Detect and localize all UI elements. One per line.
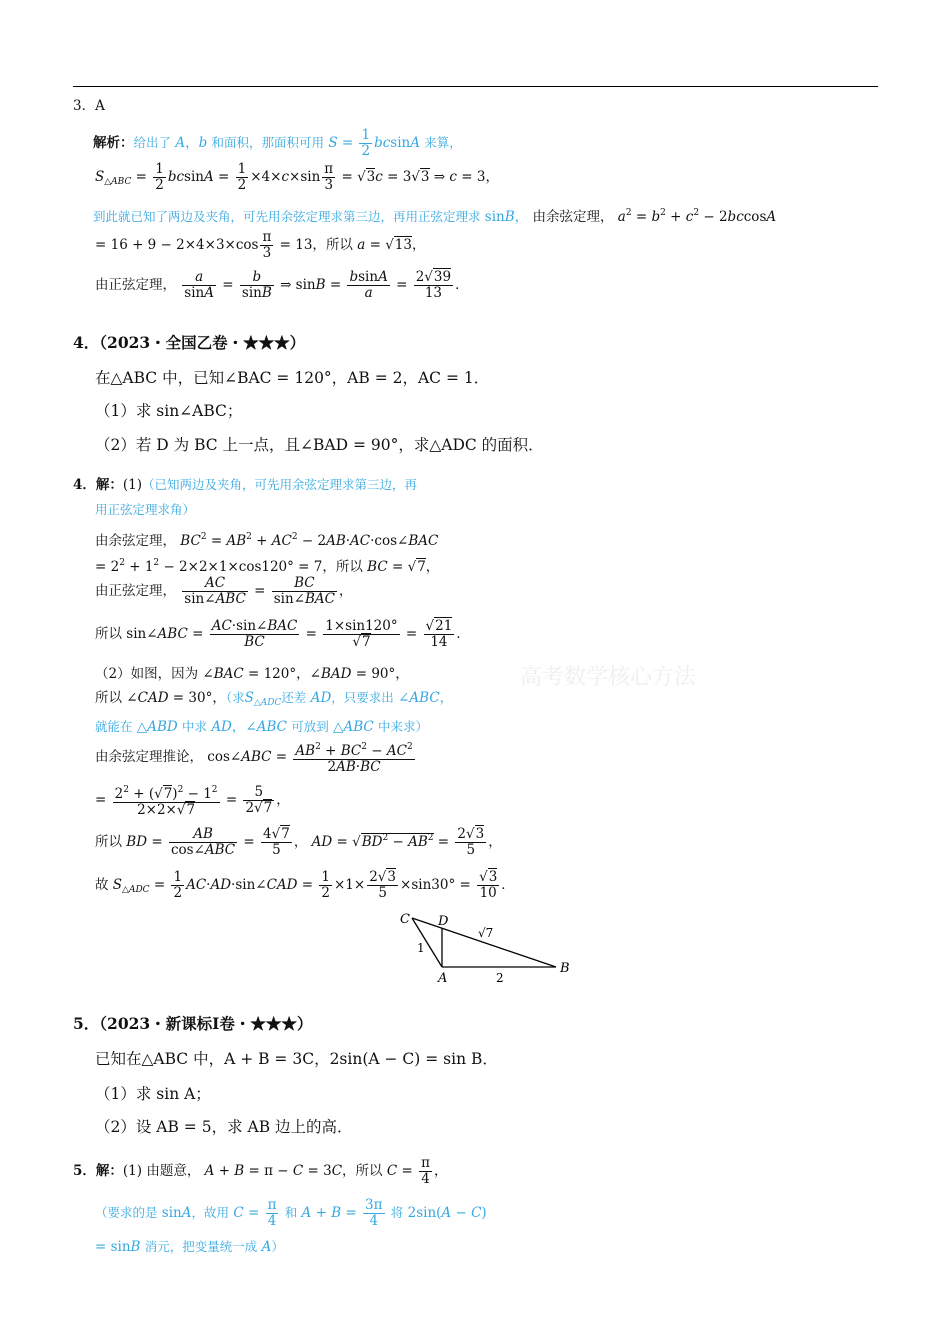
watermark: 高考数学核心方法 bbox=[520, 665, 697, 690]
q5-part1: （1）求 sin A； bbox=[95, 1085, 211, 1103]
q5-note-line1: （要求的是 sinA，故用 C = $\frac{\pi}{4}$ 和 A + B = $\frac{3\pi}{4}$ 将 2sin(A − C) bbox=[95, 1197, 487, 1229]
q4-sinabc: 所以 sin∠ABC = $\frac{\text{AC·sin∠BAC}}{BC}$ = $\frac{1\times\sin 120^\circ}{√7}$ = $\frac{√21}{14}$ ． bbox=[95, 618, 470, 650]
q4-part1: （1）求 sin∠ABC； bbox=[95, 402, 243, 420]
q5-stem: 已知在△ABC 中，A + B = 3C，2sin(A − C) = sin B． bbox=[95, 1050, 498, 1068]
q3-answer: 3．A bbox=[73, 98, 105, 114]
q4-header: 4．（2023・全国乙卷・★★★） bbox=[73, 333, 306, 352]
q4-part2: （2）若 D 为 BC 上一点，且∠BAD = 90°，求△ADC 的面积． bbox=[95, 436, 544, 454]
q4-bc-value: = $2^2 + 1^2 - 2\times 2\times 1\times\cos 120^\circ = 7$，所以 BC = √7， bbox=[95, 558, 440, 575]
q3-area-eq: $S_{\triangle ABC}$ = $\frac{1}{2}$ bcsinA = $\frac{1}{2}$ ×4×c×sin $\frac{\pi}{3}$ = √3c = 3√3 ⇒ c = 3， bbox=[95, 161, 499, 193]
q4-area-final: 故 $S_{\triangle ADC}$ = $\frac{1}{2}$ AC·AD·sin∠CAD = $\frac{1}{2}$ ×1× $\frac{2√3}{5}$ ×sin30° = $\frac{√3}{10}$ ． bbox=[95, 869, 515, 901]
q4-cos-eq: 由余弦定理， $BC^2 = AB^2 + AC^2$ − 2AB·AC·cos∠BAC bbox=[95, 532, 439, 549]
top-rule bbox=[73, 86, 878, 87]
q3-a-value: = 16 + 9 − 2×4×3×cos $\frac{\pi}{3}$ = 13，所以 a = √13， bbox=[95, 229, 426, 261]
q5-header: 5．（2023・新课标Ⅰ卷・★★★） bbox=[73, 1014, 313, 1033]
triangle-figure bbox=[396, 910, 586, 990]
q4-note-line: 就能在 △ABD 中求 AD，∠ABC 可放到 △ABC 中来求） bbox=[95, 719, 429, 735]
q3-sine-line: 由正弦定理， $\frac{a}{\sin A}$ = $\frac{b}{\sin B}$ ⇒ sinB = $\frac{bsinA}{a}$ = $\frac{2√39}{13}$ ． bbox=[95, 269, 469, 301]
label-a: A bbox=[438, 971, 448, 986]
q3-cos-line: 到此就已知了两边及夹角，可先用余弦定理求第三边，再用正弦定理求 sinB， 由余弦定理， $a^2 = b^2 + c^2 - 2bccosA$ bbox=[93, 208, 777, 225]
q5-sol-line1: 5．解：(1) 由题意， A + B = π − C = 3C，所以 C = $\frac{\pi}{4}$ ， bbox=[73, 1155, 448, 1187]
label-side-2: 2 bbox=[496, 971, 504, 985]
q3-analysis-line: 解析：给出了 A，b 和面积，那面积可用 S = $\frac{1}{2}$ bcsinA 来算， bbox=[93, 127, 462, 159]
label-c: C bbox=[400, 912, 410, 927]
q5-part2: （2）设 AB = 5，求 AB 边上的高． bbox=[95, 1118, 353, 1136]
q4-sol-note2: 用正弦定理求角） bbox=[95, 502, 196, 517]
q5-note-line2: = sinB 消元，把变量统一成 A） bbox=[95, 1239, 284, 1255]
q4-cad-line: 所以 ∠CAD = 30°，（求$S_{\triangle ADC}$还差 AD，只要求出 ∠ABC， bbox=[95, 690, 454, 708]
q4-stem: 在△ABC 中，已知∠BAC = 120°，AB = 2，AC = 1． bbox=[95, 369, 490, 387]
label-side-1: 1 bbox=[417, 941, 425, 955]
label-b: B bbox=[560, 961, 570, 976]
label-d: D bbox=[438, 914, 449, 929]
q4-part2-intro: （2）如图，因为 ∠BAC = 120°，∠BAD = 90°， bbox=[95, 666, 409, 682]
q4-sine-eq: 由正弦定理， $\frac{AC}{\text{sin∠ABC}}$ = $\frac{BC}{\text{sin∠BAC}}$ ， bbox=[95, 575, 353, 607]
q4-bd-ad: 所以 BD = $\frac{AB}{\text{cos∠ABC}}$ = $\frac{4√7}{5}$ ， AD = $√BD^2 - AB^2$ = $\frac{2√3}{5}$ ， bbox=[95, 826, 502, 858]
label-side-sqrt7: √7 bbox=[478, 926, 494, 940]
q4-cos-value: = $\frac{2^2 + (√7)^2 - 1^2}{2\times 2\times√7}$ = $\frac{5}{2√7}$ ， bbox=[95, 784, 290, 818]
q4-sol-line1: 4．解：(1)（已知两边及夹角，可先用余弦定理求第三边，再 bbox=[73, 477, 418, 493]
q4-cos-infer: 由余弦定理推论， cos∠ABC = $\frac{AB^2 + BC^2 - AC^2}{2AB\cdot BC}$ bbox=[95, 742, 413, 775]
